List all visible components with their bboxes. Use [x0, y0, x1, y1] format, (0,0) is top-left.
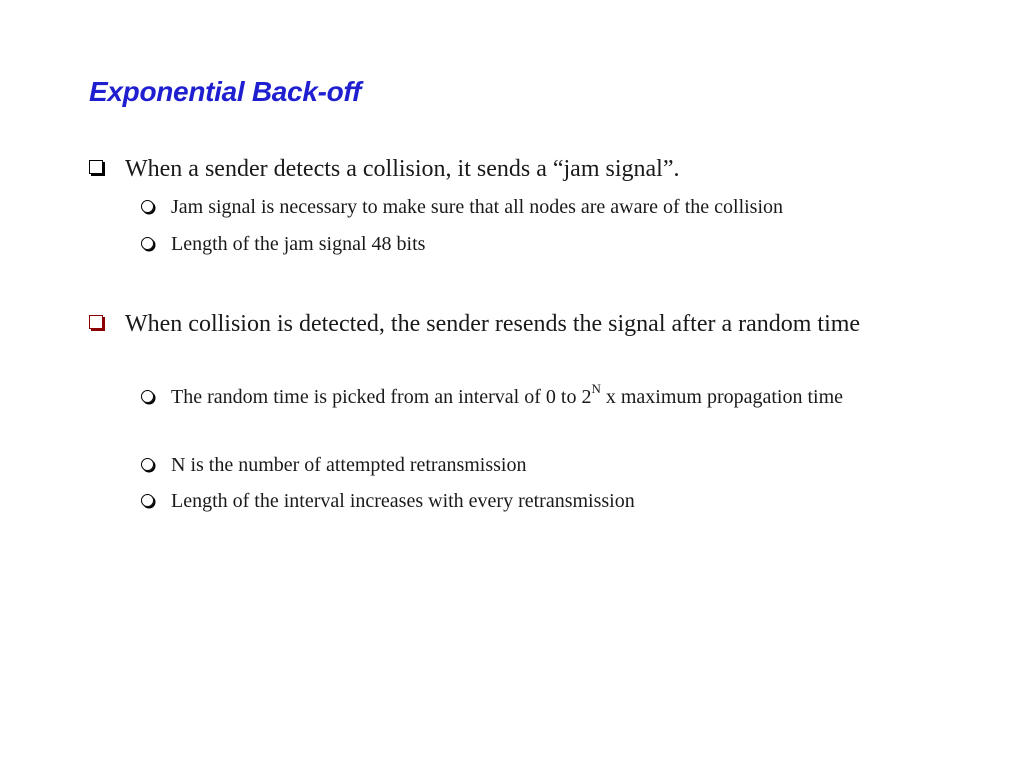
slide-title: Exponential Back-off — [89, 76, 361, 107]
square-bullet-icon — [89, 160, 103, 174]
superscript-n: N — [591, 381, 601, 397]
bullet-text: When a sender detects a collision, it sends a “jam signal”. — [125, 156, 680, 182]
circle-bullet-icon — [141, 458, 154, 471]
sub-bullet-text: Jam signal is necessary to make sure that all nodes are aware of the collision — [171, 196, 784, 218]
circle-bullet-icon — [141, 200, 154, 213]
sub-bullet-text: Length of the interval increases with every retransmission — [171, 490, 635, 512]
sub-bullet-item — [141, 192, 901, 222]
sub-bullet-text: Length of the jam signal 48 bits — [171, 233, 426, 255]
circle-bullet-icon — [141, 237, 154, 250]
bullet-text: When collision is detected, the sender resends the signal after a random time — [125, 311, 861, 337]
square-bullet-icon — [89, 315, 103, 329]
sub-bullet-text — [141, 382, 881, 412]
bullet-item — [89, 152, 949, 186]
circle-bullet-icon — [141, 494, 154, 507]
sub-bullet-text-part: The random time is picked from an interval of 0 to 2 — [171, 386, 592, 408]
sub-bullet-text: N is the number of attempted retransmission — [171, 454, 527, 476]
sub-bullet-item — [141, 382, 881, 412]
sub-bullet-item — [141, 229, 901, 259]
sub-bullet-item — [141, 450, 901, 480]
sub-bullet-item — [141, 486, 901, 516]
circle-bullet-icon — [141, 390, 154, 403]
bullet-item — [89, 307, 949, 341]
sub-bullet-text-part: x maximum propagation time — [600, 386, 844, 408]
